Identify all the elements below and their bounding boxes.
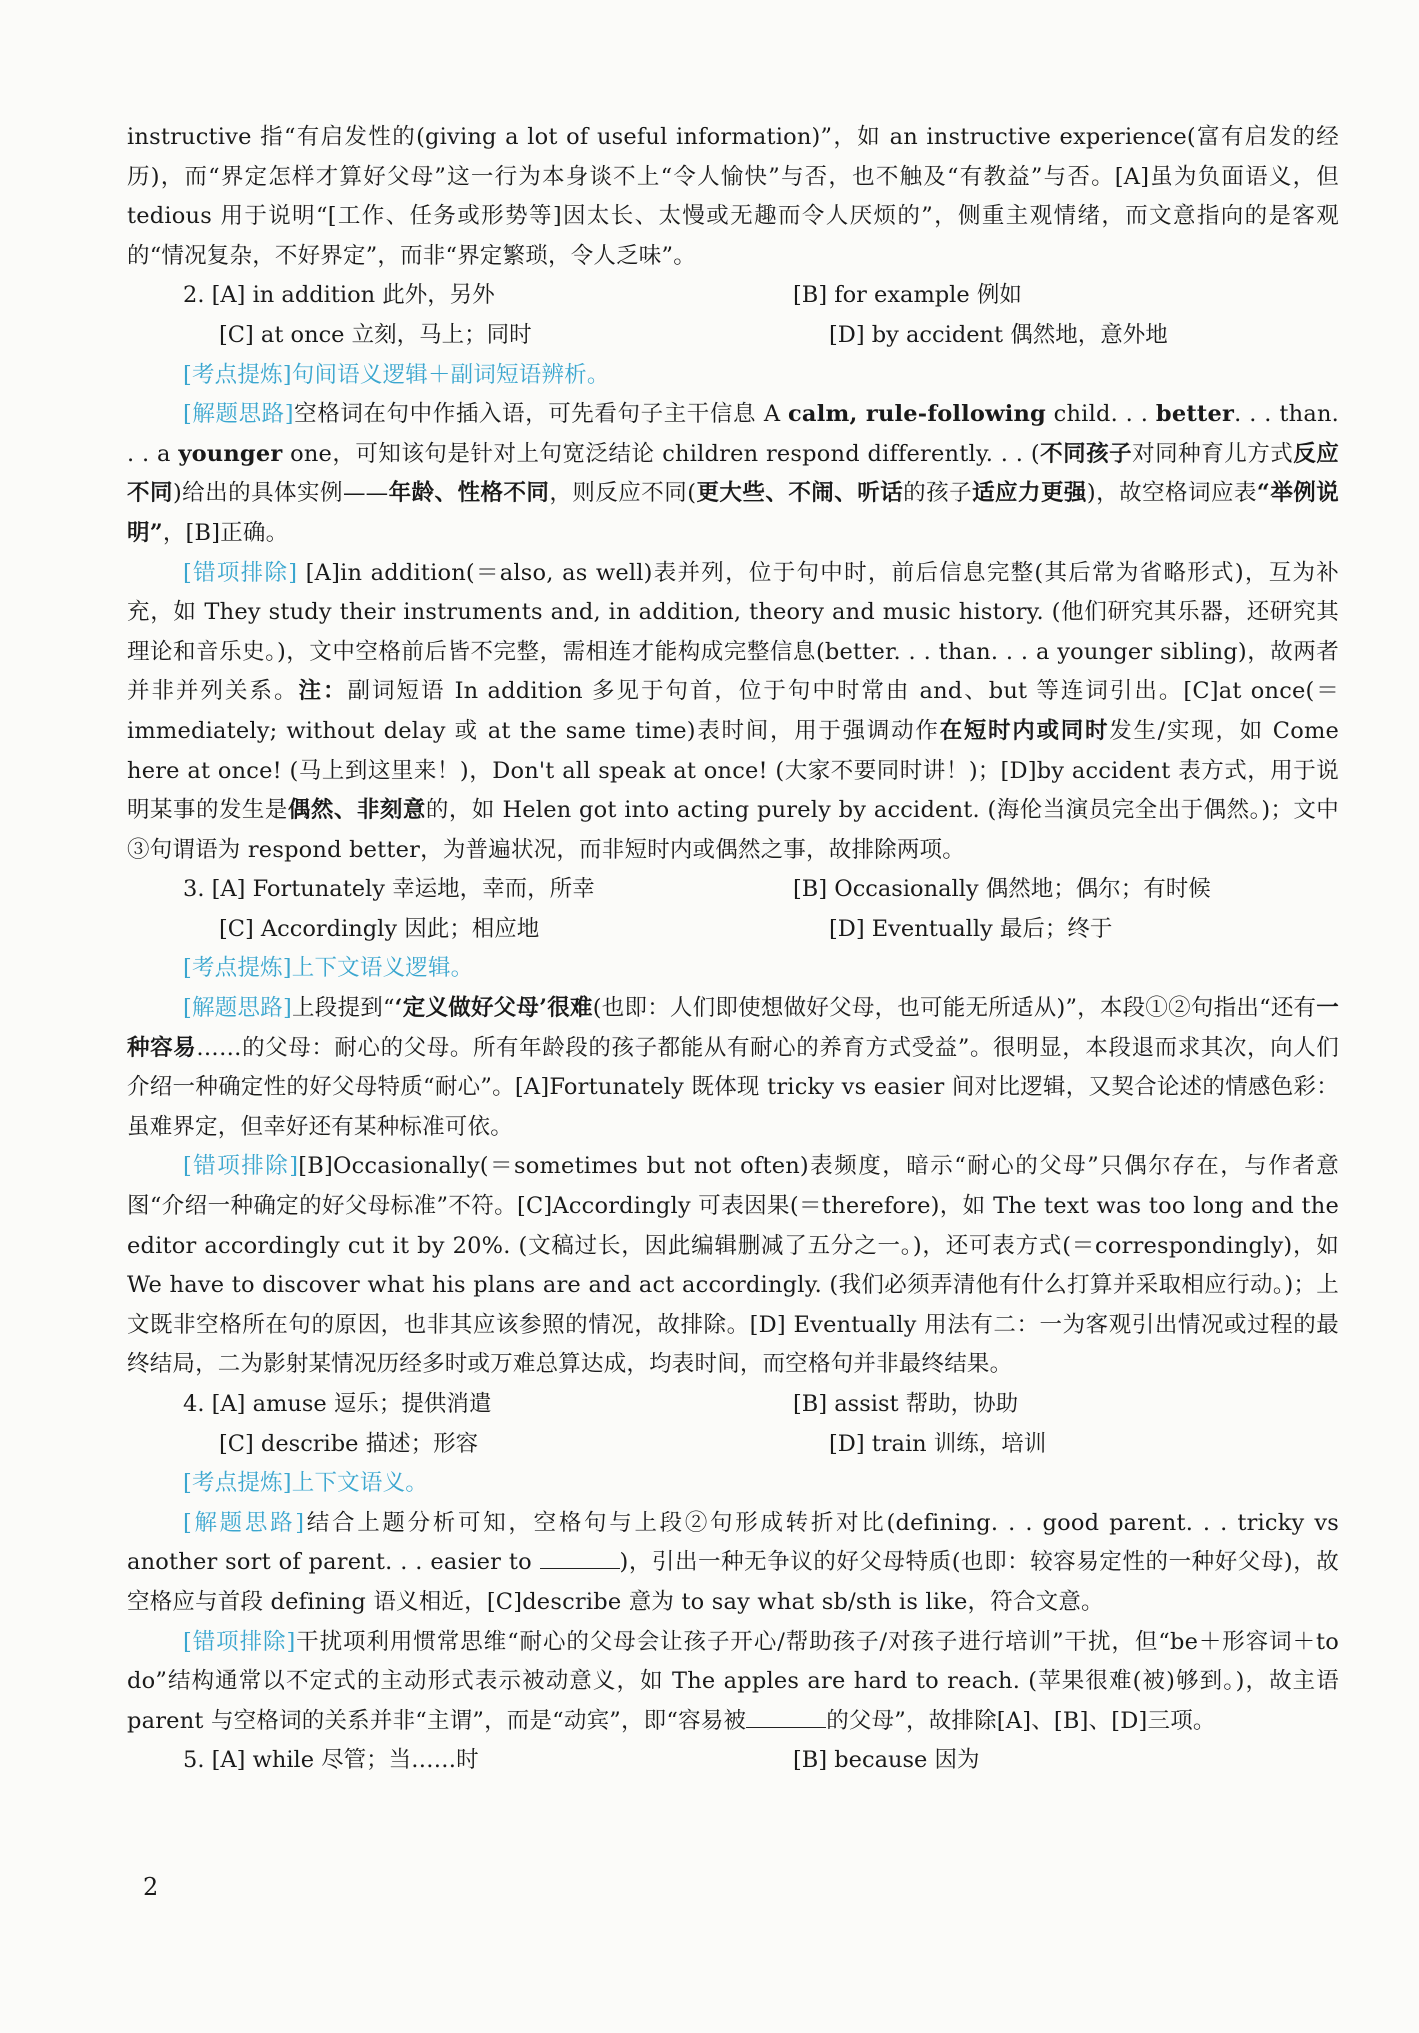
q2-jieti-text: 的孩子 [903, 480, 973, 507]
q2-jieti-text: )给出的具体实例—— [172, 480, 389, 507]
q4-option-b: [B] assist 帮助，协助 [793, 1391, 1019, 1417]
q4-jieti-text: )，引出一种无争议的好父母特质(也即：较容易定性的一种好父母)，故空格应与首段 defining 语义相近，[C]describe 意为 to say what sb/sth is like，符合文意。 [127, 1549, 1339, 1615]
q2-jieti-bold: “举例说明” [127, 480, 1339, 546]
q2-jieti-bold: 不同孩子 [1039, 440, 1133, 467]
q2-jieti-text: 空格词在句中作插入语，可先看句子主干信息 A [293, 401, 789, 428]
q4-cuoxiang-text: 的父母”，故排除[A]、[B]、[D]三项。 [826, 1707, 1216, 1734]
q3-jieti-text: (也即：人们即使想做好父母，也可能无所适从)”，本段①②句指出“还有 [592, 995, 1317, 1022]
q2-jieti-tag: [解题思路] [183, 401, 294, 428]
q3-options-row-2 [127, 910, 1339, 950]
q3-option-b: [B] Occasionally 偶然地；偶尔；有时候 [793, 876, 1211, 903]
q2-cuoxiang-text: 发生/实现，如 Come here at once! (马上到这里来！)，Don't all speak at once! (大家不要同时讲！)；[D]by accident 表方式，用于说明某事的发生是 [127, 717, 1340, 824]
q4-jieti [127, 1504, 1339, 1623]
page-number: 2 [143, 1873, 159, 1901]
q3-cuoxiang-tag: [错项排除] [183, 1153, 299, 1180]
q2-jieti-bold: younger [178, 440, 283, 467]
q2-jieti [127, 395, 1339, 553]
q5-option-b: [B] because 因为 [793, 1747, 980, 1774]
q4-cuoxiang-text: 干扰项利用惯常思维“耐心的父母会让孩子开心/帮助孩子/对孩子进行培训”干扰，但“be＋形容词＋to do”结构通常以不定式的主动形式表示被动意义，如 The apples are hard to reach. (苹果很难(被)够到。)，故主语 parent 与空格词的关系并非“主谓”，而是“动宾”，即“容易被 [127, 1628, 1339, 1734]
q2-option-a: 2. [A] in addition 此外，另外 [183, 282, 495, 309]
q3-option-c: [C] Accordingly 因此；相应地 [219, 915, 540, 942]
q2-jieti-text: one，可知该句是针对上句宽泛结论 children respond differently. . . ( [282, 440, 1040, 467]
q4-cuoxiang [127, 1623, 1339, 1742]
paragraph-q1-tail: instructive 指“有启发性的(giving a lot of useful information)”，如 an instructive experience(富有启发的经历)，而“界定怎样才算好父母”这一行为本身谈不上“令人愉快”与否，也不触及“有教益”与否。[A]虽为负面语义，但 tedious 用于说明“[工作、任务或形势等]因太长、太慢或无趣而令人厌烦的”，侧重主观情绪，而文意指向的是客观的“情况复杂，不好界定”，而非“界定繁琐，令人乏味”。 [127, 124, 1339, 269]
q4-option-c: [C] describe 描述；形容 [219, 1430, 479, 1457]
q5-options-row-1 [127, 1741, 1339, 1781]
q3-option-d: [D] Eventually 最后；终于 [829, 915, 1113, 942]
q2-jieti-text: ，则反应不同( [549, 480, 697, 507]
q4-option-a: 4. [A] amuse 逗乐；提供消遣 [183, 1391, 492, 1417]
q2-jieti-bold: 适应力更强 [972, 480, 1087, 507]
q3-jieti-text: ……的父母：耐心的父母。所有年龄段的孩子都能从有耐心的养育方式受益”。很明显，本段退而求其次，向人们介绍一种确定性的好父母特质“耐心”。[A]Fortunately 既体现 tricky vs easier 间对比逻辑，又契合论述的情感色彩：虽难界定，但幸好还有某种标准可依。 [127, 1034, 1339, 1140]
q3-jieti [127, 989, 1339, 1147]
q2-cuoxiang-text: [A]in addition(＝also, as well)表并列，位于句中时，前后信息完整(其后常为省略形式)，互为补充，如 They study their instruments and, in addition, theory and music history. (他们研究其乐器，还研究其理论和音乐史。)，文中空格前后皆不完整，需相连才能构成完整信息(better. . . than. . . a younger sibling)，故两者并非并列关系。 [127, 559, 1339, 705]
answer-blank [746, 1705, 826, 1728]
q4-options-row-2 [127, 1425, 1339, 1465]
q3-cuoxiang [127, 1147, 1339, 1385]
q2-jieti-bold: better [1155, 401, 1235, 428]
q2-cuoxiang-bold: 在短时内或同时 [939, 717, 1110, 744]
q2-option-d: [D] by accident 偶然地，意外地 [829, 321, 1168, 348]
q4-kaodian-tag: [考点提炼] [183, 1470, 292, 1497]
q5-option-a: 5. [A] while 尽管；当……时 [183, 1747, 479, 1774]
q3-option-a: 3. [A] Fortunately 幸运地，幸而，所幸 [183, 876, 595, 903]
q2-option-c: [C] at once 立刻，马上；同时 [219, 321, 532, 348]
q2-cuoxiang-text: 副词短语 In addition 多见于句首，位于句中时常由 and、but 等连词引出。[C]at once(＝immediately; without delay 或 at the same time)表时间，用于强调动作 [127, 678, 1339, 744]
q4-option-d: [D] train 训练，培训 [829, 1430, 1047, 1457]
q3-kaodian-text: 上下文语义逻辑。 [291, 955, 474, 982]
q2-jieti-text: . . . than. . . a [127, 401, 1340, 467]
q2-kaodian [127, 356, 1339, 396]
q4-options-row-1 [127, 1385, 1339, 1425]
q3-kaodian [127, 949, 1339, 989]
q2-jieti-bold: 反应不同 [127, 440, 1339, 507]
q4-kaodian-text: 上下文语义。 [291, 1470, 428, 1497]
q3-jieti-tag: [解题思路] [183, 995, 292, 1022]
q4-cuoxiang-tag: [错项排除] [183, 1628, 296, 1655]
q2-kaodian-tag: [考点提炼] [183, 361, 292, 388]
q3-options-row-1 [127, 870, 1339, 910]
q2-jieti-bold: 年龄、性格不同 [388, 480, 550, 507]
q3-jieti-bold: 一种容易 [127, 995, 1339, 1061]
q2-cuoxiang-bold: 偶然、非刻意 [287, 797, 426, 824]
q2-options-row-1 [127, 276, 1339, 316]
q2-cuoxiang-bold: 注： [298, 678, 348, 705]
q2-jieti-text: child. . . [1045, 401, 1156, 428]
q2-cuoxiang-tag: [错项排除] [183, 559, 298, 586]
q2-options-row-2 [127, 316, 1339, 356]
q2-jieti-text: )，故空格词应表 [1086, 480, 1257, 507]
answer-blank [540, 1546, 620, 1569]
q3-jieti-text: 上段提到“ [291, 995, 395, 1022]
q3-jieti-bold: ‘定义做好父母’很难 [394, 995, 593, 1022]
q3-kaodian-tag: [考点提炼] [183, 955, 292, 982]
q4-kaodian [127, 1464, 1339, 1504]
q2-jieti-bold: 更大些、不闹、听话 [696, 480, 904, 507]
q3-cuoxiang-text: [B]Occasionally(＝sometimes but not often)表频度，暗示“耐心的父母”只偶尔存在，与作者意图“介绍一种确定的好父母标准”不符。[C]Accordingly 可表因果(＝therefore)，如 The text was too long and the editor accordingly cut it by 20%. (文稿过长，因此编辑删减了五分之一。)，还可表方式(＝correspondingly)，如 We have to discover what his plans are and act accordingly. (我们必须弄清他有什么打算并采取相应行动。)；上文既非空格所在句的原因，也非其应该参照的情况，故排除。[D] Eventually 用法有二：一为客观引出情况或过程的最终结局，二为影射某情况历经多时或万难总算达成，均表时间，而空格句并非最终结果。 [127, 1153, 1339, 1378]
q2-kaodian-text: 句间语义逻辑＋副词短语辨析。 [291, 361, 610, 388]
q4-jieti-tag: [解题思路] [183, 1509, 305, 1536]
q2-jieti-text: 对同种育儿方式 [1132, 440, 1294, 467]
q4-jieti-text: 结合上题分析可知，空格句与上段②句形成转折对比(defining. . . good parent. . . tricky vs another sort of parent. . . easier to [127, 1509, 1339, 1576]
q2-cuoxiang-text: 的，如 Helen got into acting purely by accident. (海伦当演员完全出于偶然。)；文中③句谓语为 respond better，为普遍状况，而非短时内或偶然之事，故排除两项。 [127, 797, 1340, 863]
q2-jieti-bold: calm, rule-following [788, 401, 1046, 428]
q2-option-b: [B] for example 例如 [793, 282, 1022, 309]
q2-jieti-text: ，[B]正确。 [162, 519, 289, 546]
q2-cuoxiang [127, 554, 1339, 871]
